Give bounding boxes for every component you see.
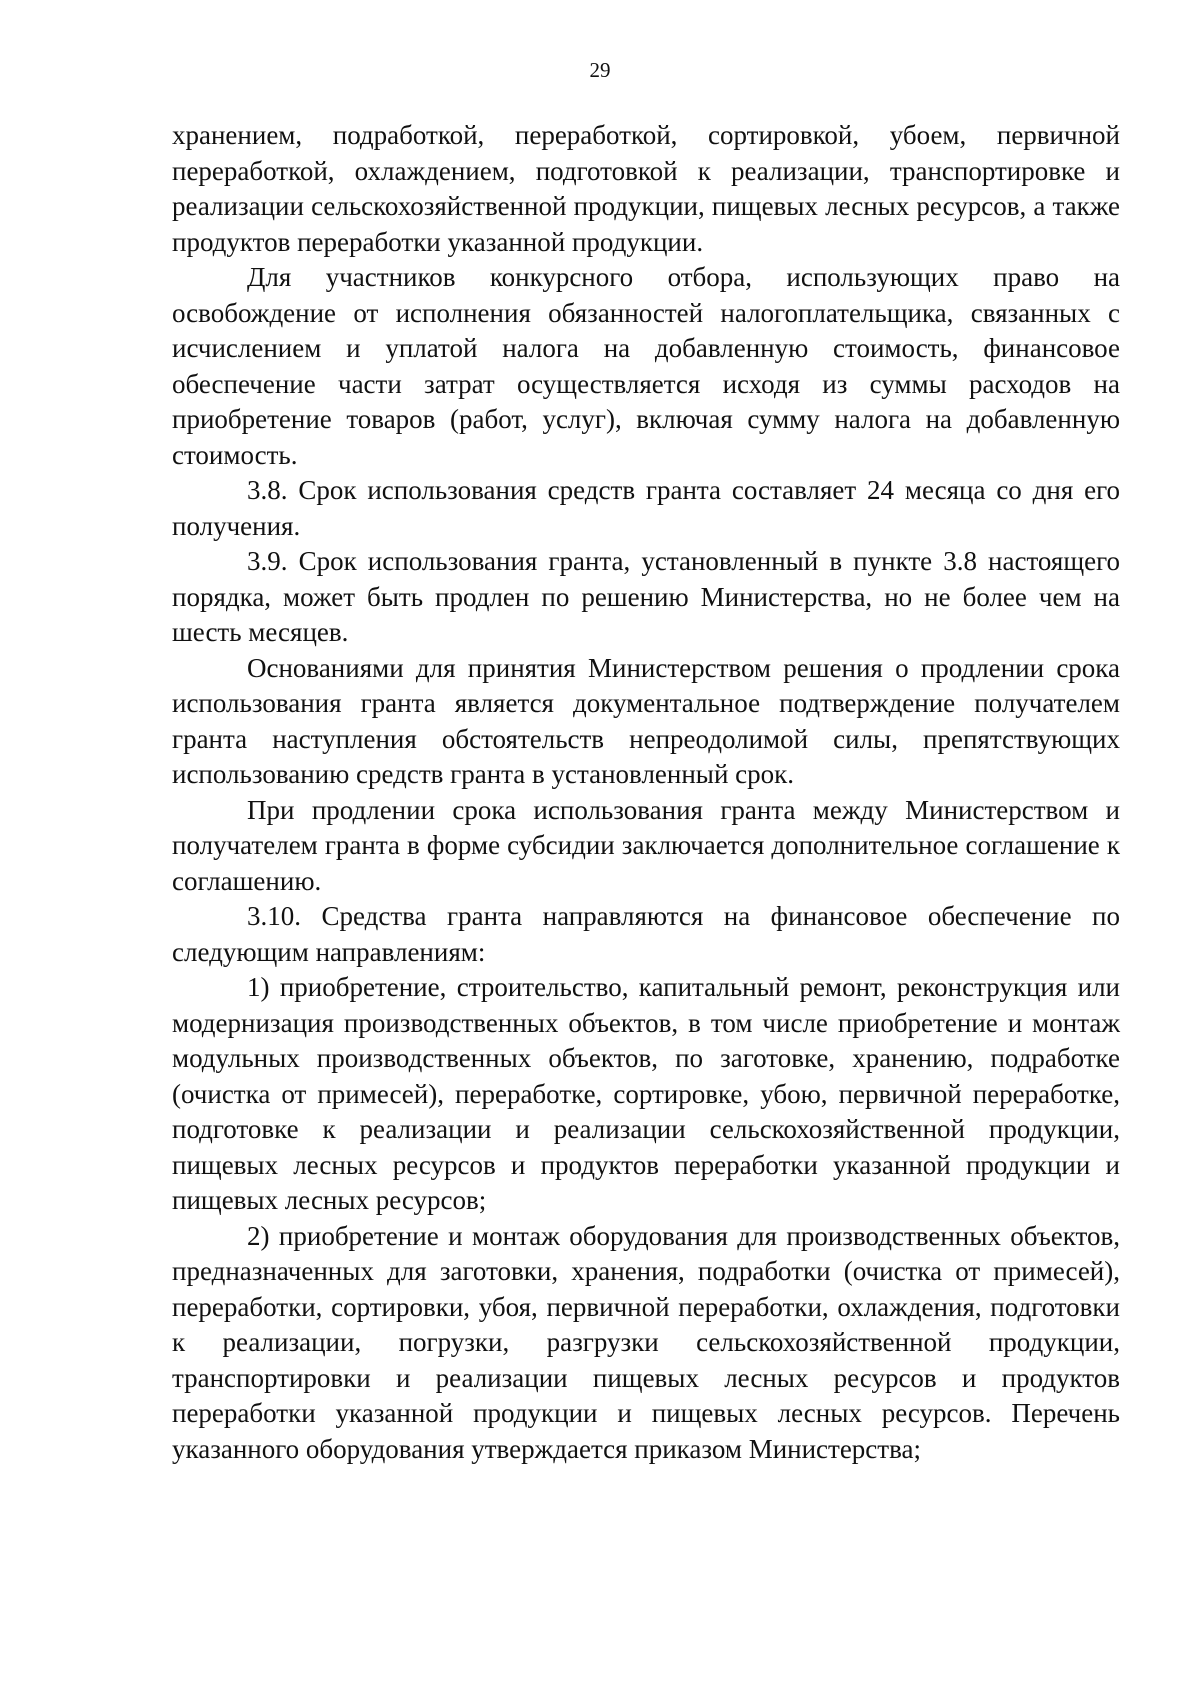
list-item-2: 2) приобретение и монтаж оборудования для производственных объектов, предназначенных для заготовки, хранения, подработки (очистка от примесей), переработки, сортировки, убоя, первичной переработки, охлаждения, подготовки к реализации, погрузки, разгрузки сельскохозяйственной продукции, транспортировки и реализации пищевых лесных ресурсов и продуктов переработки указанной продукции и пищевых лесных ресурсов. Перечень указанного оборудования утверждается приказом Министерства; [172, 1220, 1120, 1464]
paragraph-3-9: 3.9. Срок использования гранта, установленный в пункте 3.8 настоящего порядка, может быть продлен по решению Министерства, но не более чем на шесть месяцев. [172, 546, 1120, 647]
paragraph-continuation: хранением, подработкой, переработкой, сортировкой, убоем, первичной переработкой, охлаждением, подготовкой к реализации, транспортировке и реализации сельскохозяйственной продукции, пищевых лесных ресурсов, а также продуктов переработки указанной продукции. [172, 120, 1120, 257]
document-body [172, 118, 1120, 1467]
paragraph-extension-agreement: При продлении срока использования гранта между Министерством и получателем гранта в форме субсидии заключается дополнительное соглашение к соглашению. [172, 794, 1120, 896]
page-number: 29 [589, 58, 611, 82]
paragraph-extension-grounds: Основаниями для принятия Министерством решения о продлении срока использования гранта является документальное подтверждение получателем гранта наступления обстоятельств непреодолимой силы, препятствующих использованию средств гранта в установленный срок. [172, 652, 1120, 789]
paragraph-3-8: 3.8. Срок использования средств гранта составляет 24 месяца со дня его получения. [172, 475, 1120, 541]
paragraph-3-10: 3.10. Средства гранта направляются на финансовое обеспечение по следующим направлениям: [172, 901, 1120, 967]
list-item-1: 1) приобретение, строительство, капитальный ремонт, реконструкция или модернизация производственных объектов, в том числе приобретение и монтаж модульных производственных объектов, по заготовке, хранению, подработке (очистка от примесей), переработке, сортировке, убою, первичной переработке, подготовке к реализации и реализации сельскохозяйственной продукции, пищевых лесных ресурсов и продуктов переработки указанной продукции и пищевых лесных ресурсов; [172, 972, 1120, 1215]
paragraph-tax-exemption: Для участников конкурсного отбора, использующих право на освобождение от исполнения обязанностей налогоплательщика, связанных с исчислением и уплатой налога на добавленную стоимость, финансовое обеспечение части затрат осуществляется исходя из суммы расходов на приобретение товаров (работ, услуг), включая сумму налога на добавленную стоимость. [172, 262, 1120, 470]
